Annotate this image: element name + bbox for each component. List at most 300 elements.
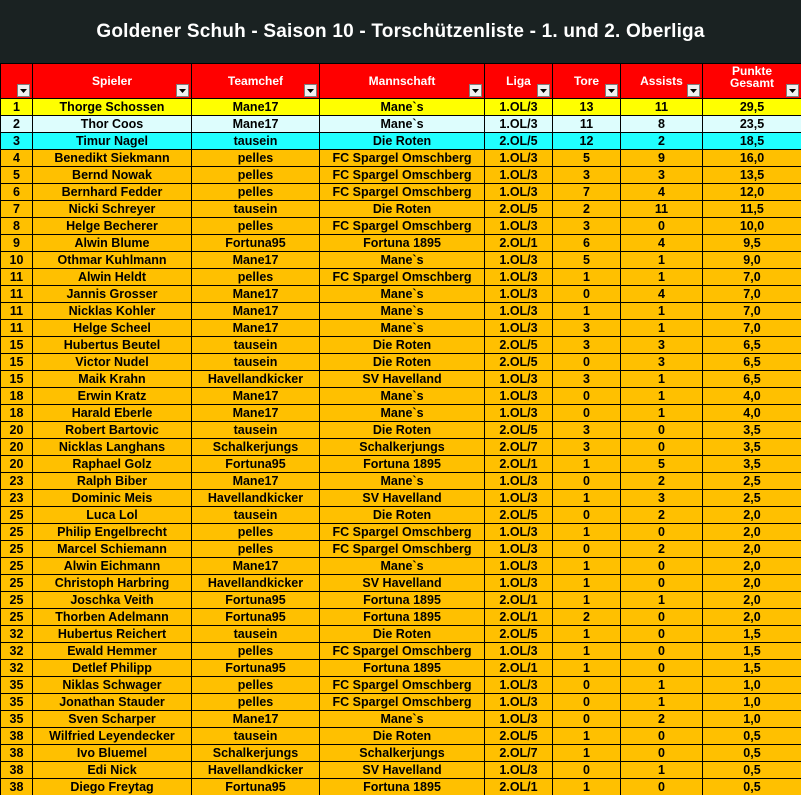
cell-tore[interactable]: 3 <box>553 337 621 354</box>
cell-spieler[interactable]: Erwin Kratz <box>33 388 192 405</box>
table-row[interactable] <box>1 541 801 558</box>
table-row[interactable] <box>1 643 801 660</box>
cell-rank[interactable]: 11 <box>1 320 33 337</box>
cell-teamchef[interactable]: pelles <box>192 150 320 167</box>
cell-tore[interactable]: 3 <box>553 320 621 337</box>
cell-mannschaft[interactable]: Die Roten <box>320 133 485 150</box>
cell-spieler[interactable]: Luca Lol <box>33 507 192 524</box>
cell-mannschaft[interactable]: FC Spargel Omschberg <box>320 269 485 286</box>
cell-assists[interactable]: 1 <box>621 303 703 320</box>
cell-mannschaft[interactable]: Fortuna 1895 <box>320 592 485 609</box>
cell-teamchef[interactable]: tausein <box>192 507 320 524</box>
cell-tore[interactable]: 0 <box>553 507 621 524</box>
cell-mannschaft[interactable]: Mane`s <box>320 99 485 116</box>
cell-spieler[interactable]: Marcel Schiemann <box>33 541 192 558</box>
cell-assists[interactable]: 2 <box>621 473 703 490</box>
cell-punkte[interactable]: 10,0 <box>703 218 801 235</box>
cell-teamchef[interactable]: tausein <box>192 728 320 745</box>
cell-punkte[interactable]: 9,0 <box>703 252 801 269</box>
cell-teamchef[interactable]: Mane17 <box>192 711 320 728</box>
table-row[interactable] <box>1 269 801 286</box>
cell-punkte[interactable]: 1,0 <box>703 711 801 728</box>
cell-mannschaft[interactable]: SV Havelland <box>320 490 485 507</box>
cell-spieler[interactable]: Joschka Veith <box>33 592 192 609</box>
cell-liga[interactable]: 2.OL/5 <box>485 422 553 439</box>
cell-liga[interactable]: 2.OL/5 <box>485 626 553 643</box>
cell-teamchef[interactable]: tausein <box>192 422 320 439</box>
cell-liga[interactable]: 1.OL/3 <box>485 473 553 490</box>
filter-dropdown-button[interactable] <box>786 84 799 97</box>
table-row[interactable] <box>1 99 801 116</box>
cell-mannschaft[interactable]: Mane`s <box>320 286 485 303</box>
table-row[interactable] <box>1 694 801 711</box>
cell-assists[interactable]: 0 <box>621 558 703 575</box>
cell-punkte[interactable]: 1,5 <box>703 626 801 643</box>
cell-tore[interactable]: 1 <box>553 745 621 762</box>
cell-punkte[interactable]: 2,5 <box>703 490 801 507</box>
cell-teamchef[interactable]: pelles <box>192 269 320 286</box>
cell-assists[interactable]: 4 <box>621 184 703 201</box>
table-row[interactable] <box>1 184 801 201</box>
cell-teamchef[interactable]: Mane17 <box>192 116 320 133</box>
cell-assists[interactable]: 1 <box>621 320 703 337</box>
cell-teamchef[interactable]: pelles <box>192 184 320 201</box>
cell-liga[interactable]: 2.OL/1 <box>485 609 553 626</box>
cell-tore[interactable]: 0 <box>553 694 621 711</box>
cell-spieler[interactable]: Hubertus Reichert <box>33 626 192 643</box>
table-row[interactable] <box>1 473 801 490</box>
cell-liga[interactable]: 2.OL/1 <box>485 235 553 252</box>
cell-mannschaft[interactable]: Mane`s <box>320 252 485 269</box>
cell-punkte[interactable]: 6,5 <box>703 354 801 371</box>
cell-spieler[interactable]: Thorben Adelmann <box>33 609 192 626</box>
cell-mannschaft[interactable]: Die Roten <box>320 507 485 524</box>
cell-rank[interactable]: 23 <box>1 473 33 490</box>
cell-mannschaft[interactable]: Fortuna 1895 <box>320 456 485 473</box>
cell-tore[interactable]: 1 <box>553 303 621 320</box>
cell-liga[interactable]: 1.OL/3 <box>485 762 553 779</box>
table-row[interactable] <box>1 354 801 371</box>
cell-teamchef[interactable]: Schalkerjungs <box>192 745 320 762</box>
cell-rank[interactable]: 20 <box>1 439 33 456</box>
cell-liga[interactable]: 1.OL/3 <box>485 677 553 694</box>
cell-punkte[interactable]: 3,5 <box>703 422 801 439</box>
cell-teamchef[interactable]: pelles <box>192 677 320 694</box>
cell-mannschaft[interactable]: FC Spargel Omschberg <box>320 167 485 184</box>
cell-liga[interactable]: 2.OL/1 <box>485 592 553 609</box>
cell-mannschaft[interactable]: Die Roten <box>320 728 485 745</box>
cell-liga[interactable]: 2.OL/1 <box>485 660 553 677</box>
table-row[interactable] <box>1 711 801 728</box>
cell-assists[interactable]: 1 <box>621 694 703 711</box>
cell-mannschaft[interactable]: SV Havelland <box>320 371 485 388</box>
cell-assists[interactable]: 0 <box>621 439 703 456</box>
cell-rank[interactable]: 18 <box>1 388 33 405</box>
cell-liga[interactable]: 2.OL/5 <box>485 201 553 218</box>
cell-punkte[interactable]: 11,5 <box>703 201 801 218</box>
cell-tore[interactable]: 3 <box>553 371 621 388</box>
cell-mannschaft[interactable]: Die Roten <box>320 626 485 643</box>
filter-dropdown-button[interactable] <box>469 84 482 97</box>
table-row[interactable] <box>1 456 801 473</box>
cell-tore[interactable]: 0 <box>553 354 621 371</box>
cell-punkte[interactable]: 16,0 <box>703 150 801 167</box>
cell-punkte[interactable]: 3,5 <box>703 439 801 456</box>
cell-tore[interactable]: 0 <box>553 405 621 422</box>
cell-teamchef[interactable]: Mane17 <box>192 405 320 422</box>
cell-tore[interactable]: 3 <box>553 218 621 235</box>
cell-liga[interactable]: 1.OL/3 <box>485 524 553 541</box>
cell-tore[interactable]: 3 <box>553 422 621 439</box>
cell-mannschaft[interactable]: FC Spargel Omschberg <box>320 218 485 235</box>
cell-punkte[interactable]: 6,5 <box>703 371 801 388</box>
table-row[interactable] <box>1 762 801 779</box>
cell-rank[interactable]: 25 <box>1 541 33 558</box>
cell-rank[interactable]: 11 <box>1 286 33 303</box>
cell-rank[interactable]: 32 <box>1 643 33 660</box>
cell-teamchef[interactable]: Fortuna95 <box>192 592 320 609</box>
cell-tore[interactable]: 0 <box>553 762 621 779</box>
cell-teamchef[interactable]: pelles <box>192 524 320 541</box>
cell-assists[interactable]: 9 <box>621 150 703 167</box>
cell-mannschaft[interactable]: FC Spargel Omschberg <box>320 541 485 558</box>
cell-punkte[interactable]: 2,0 <box>703 609 801 626</box>
cell-tore[interactable]: 5 <box>553 252 621 269</box>
cell-teamchef[interactable]: Mane17 <box>192 303 320 320</box>
table-row[interactable] <box>1 167 801 184</box>
cell-mannschaft[interactable]: Mane`s <box>320 711 485 728</box>
cell-spieler[interactable]: Ewald Hemmer <box>33 643 192 660</box>
cell-punkte[interactable]: 1,5 <box>703 643 801 660</box>
cell-punkte[interactable]: 0,5 <box>703 745 801 762</box>
cell-assists[interactable]: 0 <box>621 745 703 762</box>
cell-mannschaft[interactable]: Fortuna 1895 <box>320 609 485 626</box>
cell-punkte[interactable]: 12,0 <box>703 184 801 201</box>
cell-rank[interactable]: 35 <box>1 711 33 728</box>
cell-rank[interactable]: 38 <box>1 745 33 762</box>
cell-teamchef[interactable]: Mane17 <box>192 473 320 490</box>
cell-liga[interactable]: 1.OL/3 <box>485 558 553 575</box>
cell-liga[interactable]: 1.OL/3 <box>485 167 553 184</box>
cell-spieler[interactable]: Harald Eberle <box>33 405 192 422</box>
cell-mannschaft[interactable]: SV Havelland <box>320 762 485 779</box>
cell-punkte[interactable]: 2,0 <box>703 558 801 575</box>
cell-teamchef[interactable]: Mane17 <box>192 286 320 303</box>
cell-assists[interactable]: 0 <box>621 575 703 592</box>
cell-spieler[interactable]: Edi Nick <box>33 762 192 779</box>
cell-punkte[interactable]: 23,5 <box>703 116 801 133</box>
cell-assists[interactable]: 1 <box>621 405 703 422</box>
cell-mannschaft[interactable]: Die Roten <box>320 201 485 218</box>
cell-mannschaft[interactable]: Fortuna 1895 <box>320 779 485 795</box>
table-row[interactable] <box>1 116 801 133</box>
cell-mannschaft[interactable]: Die Roten <box>320 337 485 354</box>
cell-liga[interactable]: 1.OL/3 <box>485 184 553 201</box>
cell-tore[interactable]: 2 <box>553 201 621 218</box>
cell-liga[interactable]: 1.OL/3 <box>485 711 553 728</box>
cell-punkte[interactable]: 1,5 <box>703 660 801 677</box>
cell-assists[interactable]: 0 <box>621 728 703 745</box>
cell-tore[interactable]: 5 <box>553 150 621 167</box>
cell-teamchef[interactable]: pelles <box>192 694 320 711</box>
cell-tore[interactable]: 13 <box>553 99 621 116</box>
table-row[interactable] <box>1 558 801 575</box>
cell-mannschaft[interactable]: Mane`s <box>320 388 485 405</box>
cell-assists[interactable]: 0 <box>621 218 703 235</box>
filter-dropdown-button[interactable] <box>605 84 618 97</box>
cell-rank[interactable]: 38 <box>1 762 33 779</box>
cell-punkte[interactable]: 29,5 <box>703 99 801 116</box>
cell-punkte[interactable]: 2,5 <box>703 473 801 490</box>
cell-teamchef[interactable]: Fortuna95 <box>192 660 320 677</box>
table-row[interactable] <box>1 150 801 167</box>
cell-rank[interactable]: 32 <box>1 660 33 677</box>
cell-spieler[interactable]: Dominic Meis <box>33 490 192 507</box>
cell-tore[interactable]: 0 <box>553 541 621 558</box>
table-row[interactable] <box>1 779 801 795</box>
cell-rank[interactable]: 25 <box>1 592 33 609</box>
cell-spieler[interactable]: Victor Nudel <box>33 354 192 371</box>
cell-assists[interactable]: 11 <box>621 99 703 116</box>
cell-tore[interactable]: 0 <box>553 677 621 694</box>
cell-spieler[interactable]: Raphael Golz <box>33 456 192 473</box>
cell-spieler[interactable]: Thor Coos <box>33 116 192 133</box>
cell-teamchef[interactable]: Fortuna95 <box>192 609 320 626</box>
table-row[interactable] <box>1 439 801 456</box>
cell-punkte[interactable]: 13,5 <box>703 167 801 184</box>
cell-mannschaft[interactable]: Mane`s <box>320 303 485 320</box>
cell-spieler[interactable]: Wilfried Leyendecker <box>33 728 192 745</box>
table-row[interactable] <box>1 320 801 337</box>
cell-teamchef[interactable]: Havellandkicker <box>192 490 320 507</box>
cell-rank[interactable]: 25 <box>1 524 33 541</box>
cell-rank[interactable]: 5 <box>1 167 33 184</box>
cell-teamchef[interactable]: Havellandkicker <box>192 762 320 779</box>
cell-rank[interactable]: 11 <box>1 303 33 320</box>
cell-tore[interactable]: 12 <box>553 133 621 150</box>
cell-tore[interactable]: 1 <box>553 592 621 609</box>
table-row[interactable] <box>1 745 801 762</box>
cell-liga[interactable]: 1.OL/3 <box>485 575 553 592</box>
cell-rank[interactable]: 4 <box>1 150 33 167</box>
cell-rank[interactable]: 38 <box>1 728 33 745</box>
cell-assists[interactable]: 2 <box>621 541 703 558</box>
cell-liga[interactable]: 1.OL/3 <box>485 269 553 286</box>
cell-tore[interactable]: 1 <box>553 524 621 541</box>
cell-spieler[interactable]: Alwin Heldt <box>33 269 192 286</box>
cell-punkte[interactable]: 2,0 <box>703 524 801 541</box>
filter-dropdown-button[interactable] <box>17 84 30 97</box>
cell-mannschaft[interactable]: Schalkerjungs <box>320 745 485 762</box>
table-row[interactable] <box>1 337 801 354</box>
cell-liga[interactable]: 1.OL/3 <box>485 99 553 116</box>
cell-punkte[interactable]: 4,0 <box>703 405 801 422</box>
cell-assists[interactable]: 0 <box>621 626 703 643</box>
cell-liga[interactable]: 2.OL/7 <box>485 745 553 762</box>
cell-tore[interactable]: 7 <box>553 184 621 201</box>
cell-rank[interactable]: 15 <box>1 371 33 388</box>
cell-spieler[interactable]: Diego Freytag <box>33 779 192 795</box>
cell-spieler[interactable]: Alwin Blume <box>33 235 192 252</box>
cell-rank[interactable]: 1 <box>1 99 33 116</box>
cell-tore[interactable]: 1 <box>553 558 621 575</box>
cell-spieler[interactable]: Ivo Bluemel <box>33 745 192 762</box>
filter-dropdown-button[interactable] <box>537 84 550 97</box>
cell-punkte[interactable]: 1,0 <box>703 694 801 711</box>
cell-tore[interactable]: 1 <box>553 643 621 660</box>
cell-teamchef[interactable]: Havellandkicker <box>192 371 320 388</box>
cell-liga[interactable]: 1.OL/3 <box>485 218 553 235</box>
cell-spieler[interactable]: Othmar Kuhlmann <box>33 252 192 269</box>
cell-spieler[interactable]: Nicklas Kohler <box>33 303 192 320</box>
table-row[interactable] <box>1 592 801 609</box>
cell-rank[interactable]: 7 <box>1 201 33 218</box>
cell-teamchef[interactable]: Havellandkicker <box>192 575 320 592</box>
cell-liga[interactable]: 1.OL/3 <box>485 405 553 422</box>
cell-assists[interactable]: 1 <box>621 388 703 405</box>
cell-rank[interactable]: 35 <box>1 677 33 694</box>
cell-punkte[interactable]: 6,5 <box>703 337 801 354</box>
table-row[interactable] <box>1 507 801 524</box>
cell-tore[interactable]: 3 <box>553 439 621 456</box>
cell-spieler[interactable]: Jannis Grosser <box>33 286 192 303</box>
cell-spieler[interactable]: Sven Scharper <box>33 711 192 728</box>
cell-punkte[interactable]: 0,5 <box>703 779 801 795</box>
cell-punkte[interactable]: 2,0 <box>703 592 801 609</box>
cell-rank[interactable]: 9 <box>1 235 33 252</box>
table-row[interactable] <box>1 490 801 507</box>
cell-punkte[interactable]: 2,0 <box>703 575 801 592</box>
cell-mannschaft[interactable]: FC Spargel Omschberg <box>320 677 485 694</box>
cell-tore[interactable]: 1 <box>553 575 621 592</box>
cell-rank[interactable]: 15 <box>1 354 33 371</box>
cell-liga[interactable]: 1.OL/3 <box>485 252 553 269</box>
cell-rank[interactable]: 8 <box>1 218 33 235</box>
cell-spieler[interactable]: Christoph Harbring <box>33 575 192 592</box>
cell-tore[interactable]: 3 <box>553 167 621 184</box>
cell-punkte[interactable]: 1,0 <box>703 677 801 694</box>
cell-mannschaft[interactable]: FC Spargel Omschberg <box>320 643 485 660</box>
cell-rank[interactable]: 25 <box>1 507 33 524</box>
cell-tore[interactable]: 1 <box>553 456 621 473</box>
cell-mannschaft[interactable]: Die Roten <box>320 422 485 439</box>
cell-tore[interactable]: 0 <box>553 388 621 405</box>
table-row[interactable] <box>1 218 801 235</box>
cell-mannschaft[interactable]: Die Roten <box>320 354 485 371</box>
cell-assists[interactable]: 0 <box>621 609 703 626</box>
cell-tore[interactable]: 2 <box>553 609 621 626</box>
table-row[interactable] <box>1 626 801 643</box>
cell-rank[interactable]: 32 <box>1 626 33 643</box>
cell-rank[interactable]: 15 <box>1 337 33 354</box>
cell-punkte[interactable]: 4,0 <box>703 388 801 405</box>
cell-tore[interactable]: 0 <box>553 473 621 490</box>
cell-assists[interactable]: 2 <box>621 133 703 150</box>
cell-mannschaft[interactable]: SV Havelland <box>320 575 485 592</box>
table-row[interactable] <box>1 388 801 405</box>
cell-spieler[interactable]: Maik Krahn <box>33 371 192 388</box>
cell-spieler[interactable]: Thorge Schossen <box>33 99 192 116</box>
table-row[interactable] <box>1 422 801 439</box>
cell-teamchef[interactable]: pelles <box>192 541 320 558</box>
cell-liga[interactable]: 2.OL/5 <box>485 133 553 150</box>
cell-liga[interactable]: 2.OL/5 <box>485 337 553 354</box>
cell-teamchef[interactable]: pelles <box>192 218 320 235</box>
cell-tore[interactable]: 0 <box>553 286 621 303</box>
cell-punkte[interactable]: 18,5 <box>703 133 801 150</box>
cell-assists[interactable]: 3 <box>621 354 703 371</box>
cell-liga[interactable]: 1.OL/3 <box>485 371 553 388</box>
cell-assists[interactable]: 1 <box>621 592 703 609</box>
cell-rank[interactable]: 20 <box>1 456 33 473</box>
cell-assists[interactable]: 3 <box>621 337 703 354</box>
cell-assists[interactable]: 11 <box>621 201 703 218</box>
table-row[interactable] <box>1 575 801 592</box>
cell-spieler[interactable]: Jonathan Stauder <box>33 694 192 711</box>
cell-teamchef[interactable]: Mane17 <box>192 99 320 116</box>
table-row[interactable] <box>1 371 801 388</box>
cell-rank[interactable]: 20 <box>1 422 33 439</box>
cell-spieler[interactable]: Helge Becherer <box>33 218 192 235</box>
cell-assists[interactable]: 0 <box>621 779 703 795</box>
cell-tore[interactable]: 6 <box>553 235 621 252</box>
cell-teamchef[interactable]: tausein <box>192 133 320 150</box>
cell-assists[interactable]: 1 <box>621 252 703 269</box>
cell-mannschaft[interactable]: Mane`s <box>320 558 485 575</box>
cell-assists[interactable]: 3 <box>621 167 703 184</box>
cell-mannschaft[interactable]: FC Spargel Omschberg <box>320 694 485 711</box>
table-row[interactable] <box>1 235 801 252</box>
cell-liga[interactable]: 2.OL/7 <box>485 439 553 456</box>
table-row[interactable] <box>1 677 801 694</box>
cell-spieler[interactable]: Bernd Nowak <box>33 167 192 184</box>
table-row[interactable] <box>1 201 801 218</box>
cell-teamchef[interactable]: tausein <box>192 337 320 354</box>
cell-mannschaft[interactable]: FC Spargel Omschberg <box>320 184 485 201</box>
cell-assists[interactable]: 1 <box>621 762 703 779</box>
cell-liga[interactable]: 1.OL/3 <box>485 150 553 167</box>
cell-punkte[interactable]: 2,0 <box>703 507 801 524</box>
cell-tore[interactable]: 1 <box>553 728 621 745</box>
cell-assists[interactable]: 0 <box>621 660 703 677</box>
cell-rank[interactable]: 35 <box>1 694 33 711</box>
cell-mannschaft[interactable]: Mane`s <box>320 320 485 337</box>
cell-spieler[interactable]: Niklas Schwager <box>33 677 192 694</box>
cell-punkte[interactable]: 3,5 <box>703 456 801 473</box>
cell-tore[interactable]: 1 <box>553 269 621 286</box>
cell-spieler[interactable]: Timur Nagel <box>33 133 192 150</box>
cell-tore[interactable]: 1 <box>553 779 621 795</box>
cell-mannschaft[interactable]: Schalkerjungs <box>320 439 485 456</box>
cell-punkte[interactable]: 7,0 <box>703 320 801 337</box>
cell-rank[interactable]: 6 <box>1 184 33 201</box>
cell-teamchef[interactable]: Fortuna95 <box>192 779 320 795</box>
cell-liga[interactable]: 2.OL/1 <box>485 456 553 473</box>
cell-spieler[interactable]: Bernhard Fedder <box>33 184 192 201</box>
cell-tore[interactable]: 1 <box>553 626 621 643</box>
cell-punkte[interactable]: 0,5 <box>703 762 801 779</box>
cell-liga[interactable]: 1.OL/3 <box>485 116 553 133</box>
cell-assists[interactable]: 2 <box>621 711 703 728</box>
table-row[interactable] <box>1 252 801 269</box>
cell-teamchef[interactable]: Mane17 <box>192 558 320 575</box>
table-row[interactable] <box>1 524 801 541</box>
cell-assists[interactable]: 4 <box>621 286 703 303</box>
cell-assists[interactable]: 2 <box>621 507 703 524</box>
table-row[interactable] <box>1 728 801 745</box>
cell-assists[interactable]: 4 <box>621 235 703 252</box>
cell-rank[interactable]: 25 <box>1 558 33 575</box>
